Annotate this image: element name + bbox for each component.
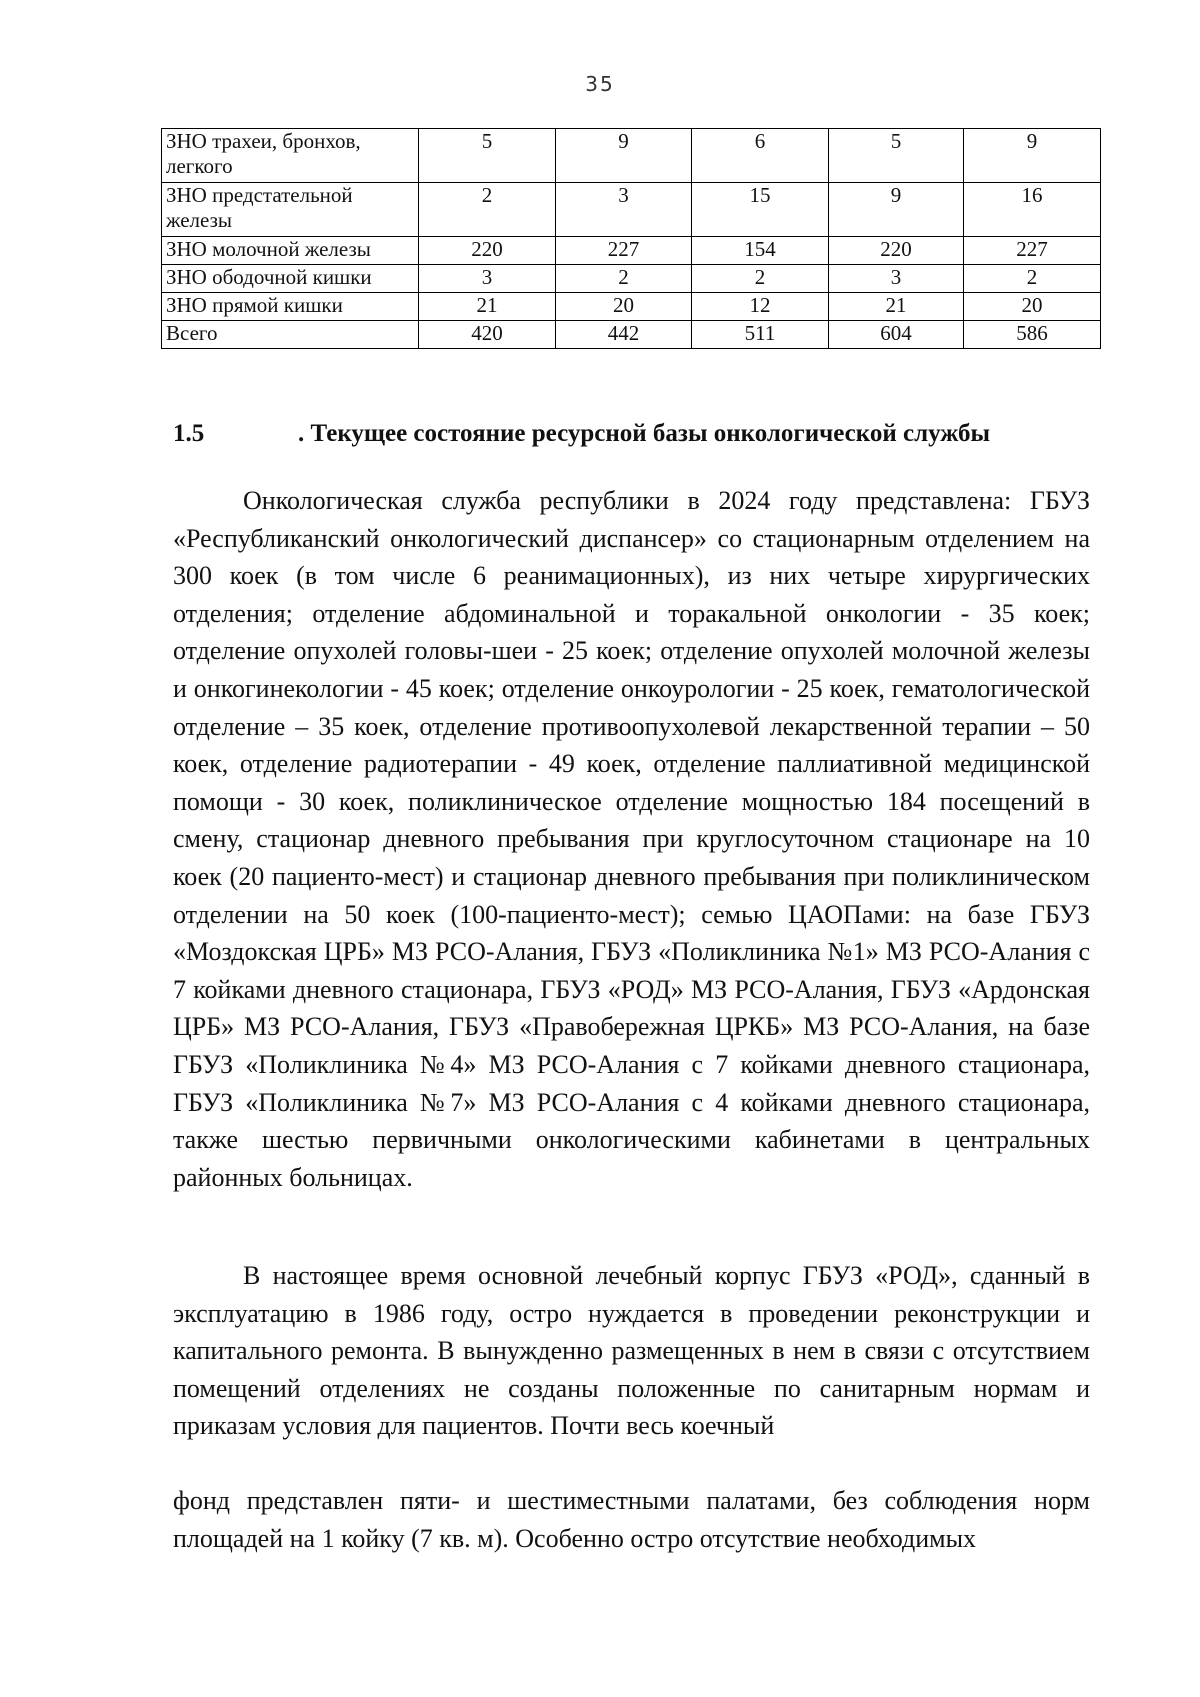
table-cell: 6	[692, 129, 829, 183]
table-cell: 154	[692, 237, 829, 265]
table-cell: 9	[829, 183, 964, 237]
page-number: 35	[585, 72, 615, 96]
table-cell: 3	[419, 265, 556, 293]
table-cell: 220	[829, 237, 964, 265]
table-row	[162, 265, 1101, 293]
table-cell: 227	[964, 237, 1101, 265]
table-cell: 5	[419, 129, 556, 183]
table-cell: 3	[829, 265, 964, 293]
table-cell: 21	[829, 293, 964, 321]
table-cell: 2	[964, 265, 1101, 293]
row-label: ЗНО прямой кишки	[162, 293, 419, 321]
paragraph: Онкологическая служба республики в 2024 году представлена: ГБУЗ «Республиканский онкологический диспансер» со стационарным отделением на 300 коек (в том числе 6 реанимационных), из них четыре хирургических отделения; отделение абдоминальной и торакальной онкологии - 35 коек; отделение опухолей головы-шеи - 25 коек; отделение опухолей молочной железы и онкогинекологии - 45 коек; отделение онкоурологии - 25 коек, гематологической отделение – 35 коек, отделение противоопухолевой лекарственной терапии – 50 коек, отделение радиотерапии - 49 коек, отделение паллиативной медицинской помощи - 30 коек, поликлиническое отделение мощностью 184 посещений в смену, стационар дневного пребывания при круглосуточном стационаре на 10 коек (20 пациенто-мест) и стационар дневного пребывания при поликлиническом отделении на 50 коек (100-пациенто-мест); семью ЦАОПами: на базе ГБУЗ «Моздокская ЦРБ» МЗ РСО-Алания, ГБУЗ «Поликлиника №1» МЗ РСО-Алания с 7 койками дневного стационара, ГБУЗ «РОД» МЗ РСО-Алания, ГБУЗ «Ардонская ЦРБ» МЗ РСО-Алания, ГБУЗ «Правобережная ЦРКБ» МЗ РСО-Алания, на базе ГБУЗ «Поликлиника №4» МЗ РСО-Алания с 7 койками дневного стационара, ГБУЗ «Поликлиника №7» МЗ РСО-Алания с 4 койками дневного стационара, также шестью первичными онкологическими кабинетами в центральных районных больницах.	[173, 486, 1090, 1192]
table-cell: 604	[829, 321, 964, 349]
row-label: ЗНО ободочной кишки	[162, 265, 419, 293]
paragraph: В настоящее время основной лечебный корпус ГБУЗ «РОД», сданный в эксплуатацию в 1986 году, остро нуждается в проведении реконструкции и капитального ремонта. В вынужденно размещенных в нем в связи с отсутствием помещений отделениях не созданы положенные по санитарным нормам и приказам условия для пациентов. Почти весь коечный	[173, 1261, 1090, 1441]
table-cell: 2	[556, 265, 692, 293]
table-cell: 420	[419, 321, 556, 349]
table-cell: 3	[556, 183, 692, 237]
table-row-total	[162, 321, 1101, 349]
section-heading	[173, 418, 1093, 450]
table-cell: 9	[964, 129, 1101, 183]
table-cell: 5	[829, 129, 964, 183]
table-cell: 220	[419, 237, 556, 265]
table-row	[162, 237, 1101, 265]
table-cell: 511	[692, 321, 829, 349]
table-cell: 2	[419, 183, 556, 237]
table-cell: 20	[964, 293, 1101, 321]
table-cell: 12	[692, 293, 829, 321]
row-label: ЗНО молочной железы	[162, 237, 419, 265]
row-label: Всего	[162, 321, 419, 349]
table-cell: 16	[964, 183, 1101, 237]
row-label: ЗНО предстательной железы	[162, 183, 419, 237]
table-cell: 227	[556, 237, 692, 265]
section-title: . Текущее состояние ресурсной базы онкологической службы	[298, 420, 991, 447]
table-cell: 586	[964, 321, 1101, 349]
section-number: 1.5	[173, 420, 205, 447]
table-cell: 21	[419, 293, 556, 321]
table-cell: 20	[556, 293, 692, 321]
table-row	[162, 183, 1101, 237]
table-cell: 442	[556, 321, 692, 349]
table-cell: 9	[556, 129, 692, 183]
statistics-table	[161, 128, 1101, 349]
table-cell: 2	[692, 265, 829, 293]
table-row	[162, 293, 1101, 321]
paragraph: фонд представлен пяти- и шестиместными палатами, без соблюдения норм площадей на 1 койку (7 кв. м). Особенно остро отсутствие необходимых	[173, 1486, 1090, 1553]
table-row	[162, 129, 1101, 183]
row-label: ЗНО трахеи, бронхов, легкого	[162, 129, 419, 183]
table-cell: 15	[692, 183, 829, 237]
